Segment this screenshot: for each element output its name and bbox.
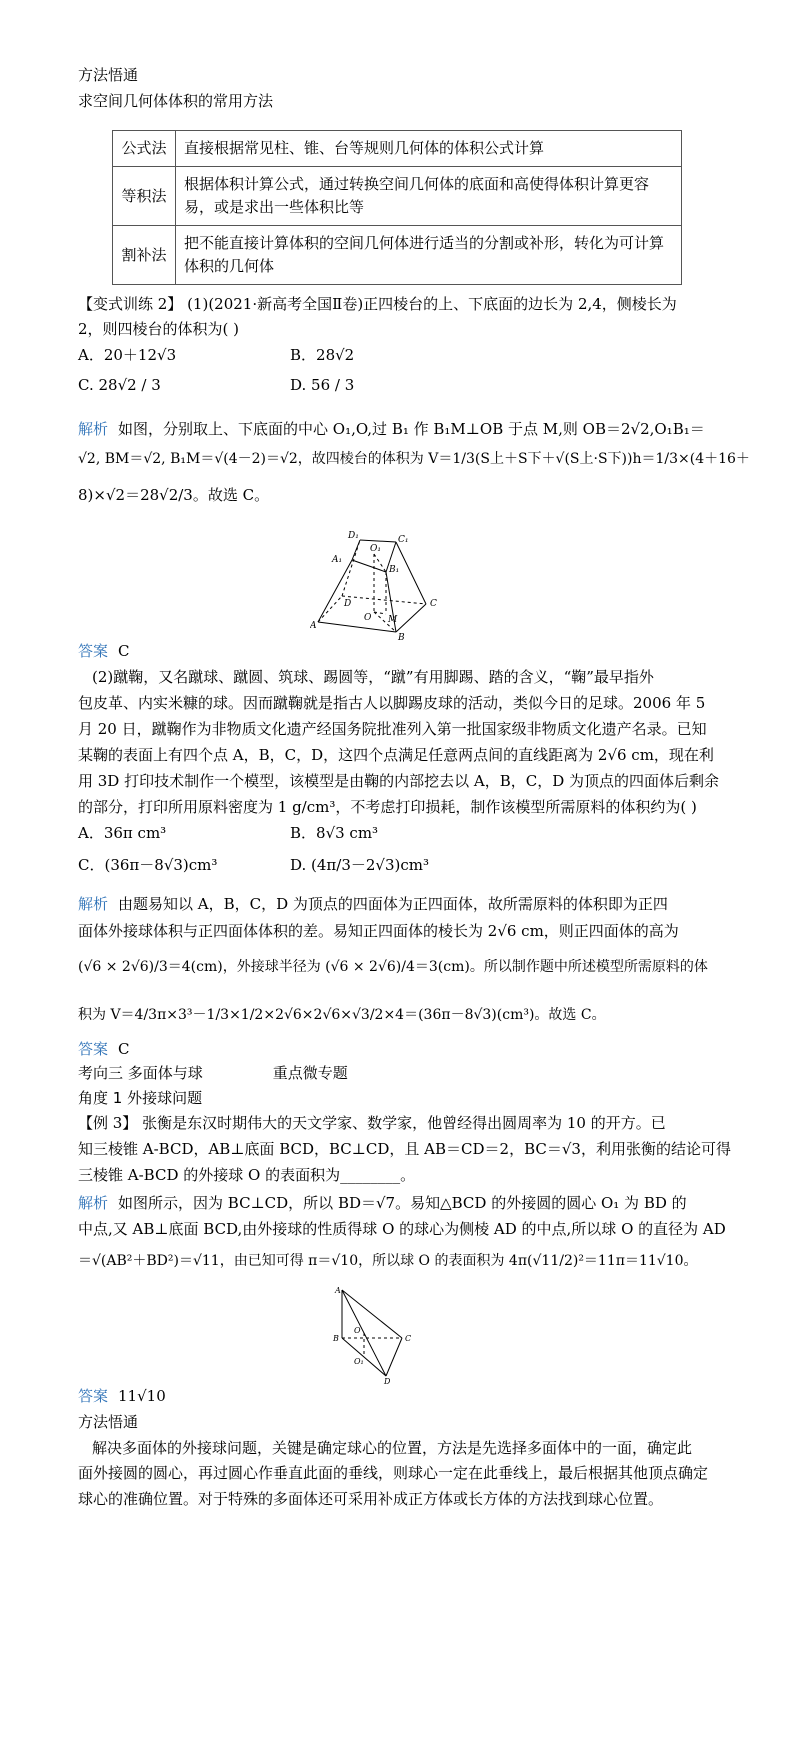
vertex-label: C xyxy=(430,599,437,609)
vertex-label: B xyxy=(333,1334,339,1343)
table-row xyxy=(113,226,682,285)
solution-line: 积为 V＝4/3π×3³－1/3×1/2×2√6×2√6×√3/2×4＝(36π－8√3)(cm³)。故选 C。 xyxy=(78,1007,606,1023)
section-title-method: 方法悟通 xyxy=(78,1413,139,1431)
solution-line: √2, BM＝√2, B₁M＝√(4－2)＝√2，故四棱台的体积为 V＝1/3(S上＋S下＋√(S上·S下))h＝1/3×(4＋16＋ xyxy=(78,451,750,467)
paragraph-line: 面外接圆的圆心，再过圆心作垂直此面的垂线，则球心一定在此垂线上，最后根据其他顶点确定 xyxy=(78,1464,709,1482)
vertex-label: D xyxy=(344,599,352,609)
option-b: B．8√3 cm³ xyxy=(290,824,379,842)
answer-label: 答案 xyxy=(78,1040,109,1058)
option-c: C. 28√2 / 3 xyxy=(78,376,161,394)
vertex-label: B₁ xyxy=(389,565,400,575)
vertex-label: O₁ xyxy=(370,544,381,554)
vertex-label: M xyxy=(388,615,398,625)
solution-label: 解析 xyxy=(78,895,109,913)
vertex-label: C₁ xyxy=(398,535,409,545)
method-name: 等积法 xyxy=(113,167,176,226)
answer-line: 答案 C xyxy=(78,642,130,660)
answer-line: 答案 11√10 xyxy=(78,1387,166,1405)
solution-line: 面体外接球体积与正四面体体积的差。易知正四面体的棱长为 2√6 cm，则正四面体的高为 xyxy=(78,922,679,940)
option-d: D. 56 / 3 xyxy=(290,376,355,394)
answer-line: 答案 C xyxy=(78,1040,130,1058)
solution-line: 解析 如图所示，因为 BC⊥CD，所以 BD＝√7。易知△BCD 的外接圆的圆心 O₁ 为 BD 的 xyxy=(78,1194,687,1212)
method-name: 割补法 xyxy=(113,226,176,285)
vertex-label: O xyxy=(354,1326,361,1335)
paragraph-line: 球心的准确位置。对于特殊的多面体还可采用补成正方体或长方体的方法找到球心位置。 xyxy=(78,1490,664,1508)
paragraph-line: 解决多面体的外接球问题，关键是确定球心的位置，方法是先选择多面体中的一面，确定此 xyxy=(92,1439,693,1457)
vertex-label: D₁ xyxy=(348,531,359,541)
solution-line: 中点,又 AB⊥底面 BCD,由外接球的性质得球 O 的球心为侧棱 AD 的中点,所以球 O 的直径为 AD xyxy=(78,1220,726,1238)
vertex-label: O₁ xyxy=(354,1357,364,1366)
option-b: B．28√2 xyxy=(290,346,355,364)
section-heading: 考向三 多面体与球 重点微专题 xyxy=(78,1064,348,1082)
method-desc: 根据体积计算公式，通过转换空间几何体的底面和高使得体积计算更容易，或是求出一些体积比等 xyxy=(176,167,682,226)
answer-label: 答案 xyxy=(78,642,109,660)
vertex-label: D xyxy=(384,1377,391,1384)
solution-line: (√6 × 2√6)/3＝4(cm)，外接球半径为 (√6 × 2√6)/4＝3(cm)。所以制作题中所述模型所需原料的体 xyxy=(78,959,708,975)
angle-heading: 角度 1 外接球问题 xyxy=(78,1089,203,1107)
solution-label: 解析 xyxy=(78,420,109,438)
vertex-label: A xyxy=(335,1286,341,1295)
method-desc: 把不能直接计算体积的空间几何体进行适当的分割或补形，转化为可计算体积的几何体 xyxy=(176,226,682,285)
paragraph-line: 用 3D 打印技术制作一个模型，该模型是由鞠的内部挖去以 A，B，C，D 为顶点的四面体后剩余 xyxy=(78,772,720,790)
section-subtitle: 求空间几何体体积的常用方法 xyxy=(78,92,274,110)
table-row xyxy=(113,131,682,167)
solution-line: 解析 如图，分别取上、下底面的中心 O₁,O,过 B₁ 作 B₁M⊥OB 于点 M,则 OB＝2√2,O₁B₁＝ xyxy=(78,420,705,438)
paragraph-line: (2)蹴鞠，又名蹴球、蹴圆、筑球、踢圆等，“蹴”有用脚踢、踏的含义，“鞠”最早指外 xyxy=(92,668,654,686)
example-line: 知三棱锥 A-BCD，AB⊥底面 BCD，BC⊥CD，且 AB＝CD＝2，BC＝√3，利用张衡的结论可得 xyxy=(78,1140,731,1158)
method-name: 公式法 xyxy=(113,131,176,167)
option-a: A．20＋12√3 xyxy=(78,346,177,364)
table-row xyxy=(113,167,682,226)
vertex-label: A₁ xyxy=(332,555,343,565)
answer-label: 答案 xyxy=(78,1387,109,1405)
section-title-method: 方法悟通 xyxy=(78,66,139,84)
frustum-figure xyxy=(310,524,450,642)
vertex-label: C xyxy=(405,1334,412,1343)
option-c: C．(36π－8√3)cm³ xyxy=(78,856,218,874)
methods-table xyxy=(112,130,682,285)
question-line: 【变式训练 2】 (1)(2021·新高考全国Ⅱ卷)正四棱台的上、下底面的边长为 2,4，侧棱长为 xyxy=(78,295,677,313)
question-line: 2，则四棱台的体积为( ) xyxy=(78,320,240,338)
paragraph-line: 的部分，打印所用原料密度为 1 g/cm³，不考虑打印损耗，制作该模型所需原料的体积约为( ) xyxy=(78,798,697,816)
solution-line: ＝√(AB²＋BD²)＝√11，由已知可得 π＝√10，所以球 O 的表面积为 4π(√11/2)²＝11π＝11√10。 xyxy=(78,1253,698,1269)
paragraph-line: 某鞠的表面上有四个点 A，B，C，D，这四个点满足任意两点间的直线距离为 2√6 cm，现在利 xyxy=(78,746,714,764)
example-line: 三棱锥 A-BCD 的外接球 O 的表面积为________。 xyxy=(78,1166,416,1184)
section-tag: 重点微专题 xyxy=(272,1064,348,1082)
option-a: A．36π cm³ xyxy=(78,824,167,842)
vertex-label: O xyxy=(364,613,372,623)
vertex-label: B xyxy=(398,633,405,642)
paragraph-line: 月 20 日，蹴鞠作为非物质文化遗产经国务院批准列入第一批国家级非物质文化遗产名录。已知 xyxy=(78,720,707,738)
solution-label: 解析 xyxy=(78,1194,109,1212)
vertex-label: A xyxy=(310,621,317,631)
pyramid-figure xyxy=(330,1286,420,1384)
method-desc: 直接根据常见柱、锥、台等规则几何体的体积公式计算 xyxy=(176,131,682,167)
solution-line: 8)×√2＝28√2/3。故选 C。 xyxy=(78,486,270,504)
example-line: 【例 3】 张衡是东汉时期伟大的天文学家、数学家，他曾经得出圆周率为 10 的开方。已 xyxy=(78,1114,666,1132)
solution-line: 解析 由题易知以 A，B，C，D 为顶点的四面体为正四面体，故所需原料的体积即为正四 xyxy=(78,895,668,913)
paragraph-line: 包皮革、内实米糠的球。因而蹴鞠就是指古人以脚踢皮球的活动，类似今日的足球。2006 年 5 xyxy=(78,694,706,712)
option-d: D. (4π/3－2√3)cm³ xyxy=(290,856,430,874)
